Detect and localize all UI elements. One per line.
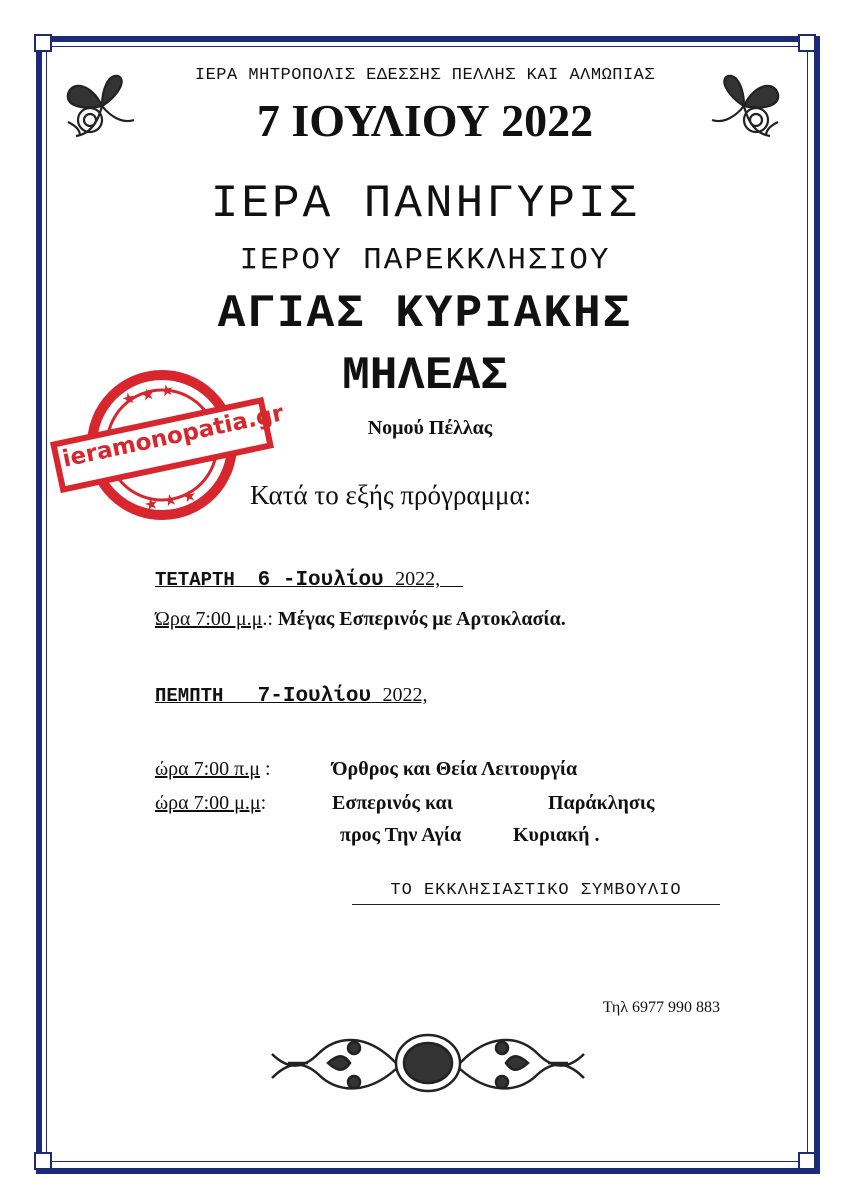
day2-event2d: Κυριακή . bbox=[513, 824, 600, 846]
bottom-ornament-icon bbox=[268, 1024, 588, 1102]
saint-name-title: ΑΓΙΑΣ ΚΥΡΙΑΚΗΣ bbox=[217, 288, 633, 340]
day2-event2a: Εσπερινός και bbox=[332, 792, 453, 814]
metropolis-heading: ΙΕΡΑ ΜΗΤΡΟΠΟΛΙΣ ΕΔΕΣΣΗΣ ΠΕΛΛΗΣ ΚΑΙ ΑΛΜΩΠΙΑΣ bbox=[194, 66, 656, 85]
phone-number: Τηλ 6977 990 883 bbox=[602, 999, 720, 1016]
day2-line2 bbox=[155, 792, 266, 815]
day2-time1-sep: : bbox=[260, 758, 271, 780]
day1-event: Μέγας Εσπερινός με Αρτοκλασία. bbox=[277, 608, 566, 630]
svg-text:★ ★ ★: ★ ★ ★ bbox=[119, 379, 176, 410]
day2-time2-sep: : bbox=[260, 792, 267, 814]
day1-time: Ώρα 7:00 μ.μ bbox=[155, 608, 263, 630]
day2-weekday: ΠΕΜΠΤΗ bbox=[155, 685, 224, 707]
day2-event2-row-b bbox=[548, 792, 654, 815]
day1-date: 6 -Ιουλίου bbox=[257, 569, 384, 592]
day1-year: 2022, bbox=[395, 568, 441, 590]
program-intro: Κατά το εξής πρόγραμμα: bbox=[250, 480, 532, 510]
day2-event1-row bbox=[332, 758, 577, 781]
corner-ornament bbox=[798, 1152, 816, 1170]
date-title: 7 ΙΟΥΛΙΟΥ 2022 bbox=[256, 95, 594, 146]
prefecture-label: Νομού Πέλλας bbox=[367, 417, 493, 439]
day1-heading bbox=[155, 568, 463, 592]
stamp-text: ieramonopatia.gr bbox=[60, 400, 286, 473]
day2-time1: ώρα 7:00 π.μ bbox=[155, 758, 260, 780]
day1-time-sep: .: bbox=[262, 608, 273, 630]
chapel-subtitle: ΙΕΡΟΥ ΠΑΡΕΚΚΛΗΣΙΟΥ bbox=[239, 243, 611, 278]
day2-event2-row-c bbox=[340, 824, 461, 847]
day1-weekday: ΤΕΤΑΡΤΗ bbox=[155, 569, 235, 591]
day2-heading bbox=[155, 684, 427, 708]
day2-event2-row-d bbox=[513, 824, 599, 847]
day2-event2b: Παράκλησις bbox=[548, 792, 655, 814]
day1-line bbox=[155, 608, 566, 631]
day2-date: 7-Ιουλίου bbox=[257, 685, 372, 708]
village-title: ΜΗΛΕΑΣ bbox=[342, 350, 508, 402]
corner-ornament bbox=[34, 34, 52, 52]
corner-ornament bbox=[798, 34, 816, 52]
day2-event1: Όρθρος και Θεία Λειτουργία bbox=[332, 758, 578, 780]
day2-year: 2022, bbox=[382, 684, 428, 706]
corner-ornament bbox=[34, 1152, 52, 1170]
council-signature: ΤΟ ΕΚΚΛΗΣΙΑΣΤΙΚΟ ΣΥΜΒΟΥΛΙΟ bbox=[352, 881, 720, 905]
svg-text:★ ★ ★: ★ ★ ★ bbox=[142, 485, 199, 515]
feast-title: ΙΕΡΑ ΠΑΝΗΓΥΡΙΣ bbox=[210, 178, 640, 230]
day2-line1 bbox=[155, 758, 271, 781]
day2-time2: ώρα 7:00 μ.μ bbox=[155, 792, 261, 814]
day2-event2-row bbox=[332, 792, 453, 815]
day2-event2c: προς Την Αγία bbox=[340, 824, 462, 846]
